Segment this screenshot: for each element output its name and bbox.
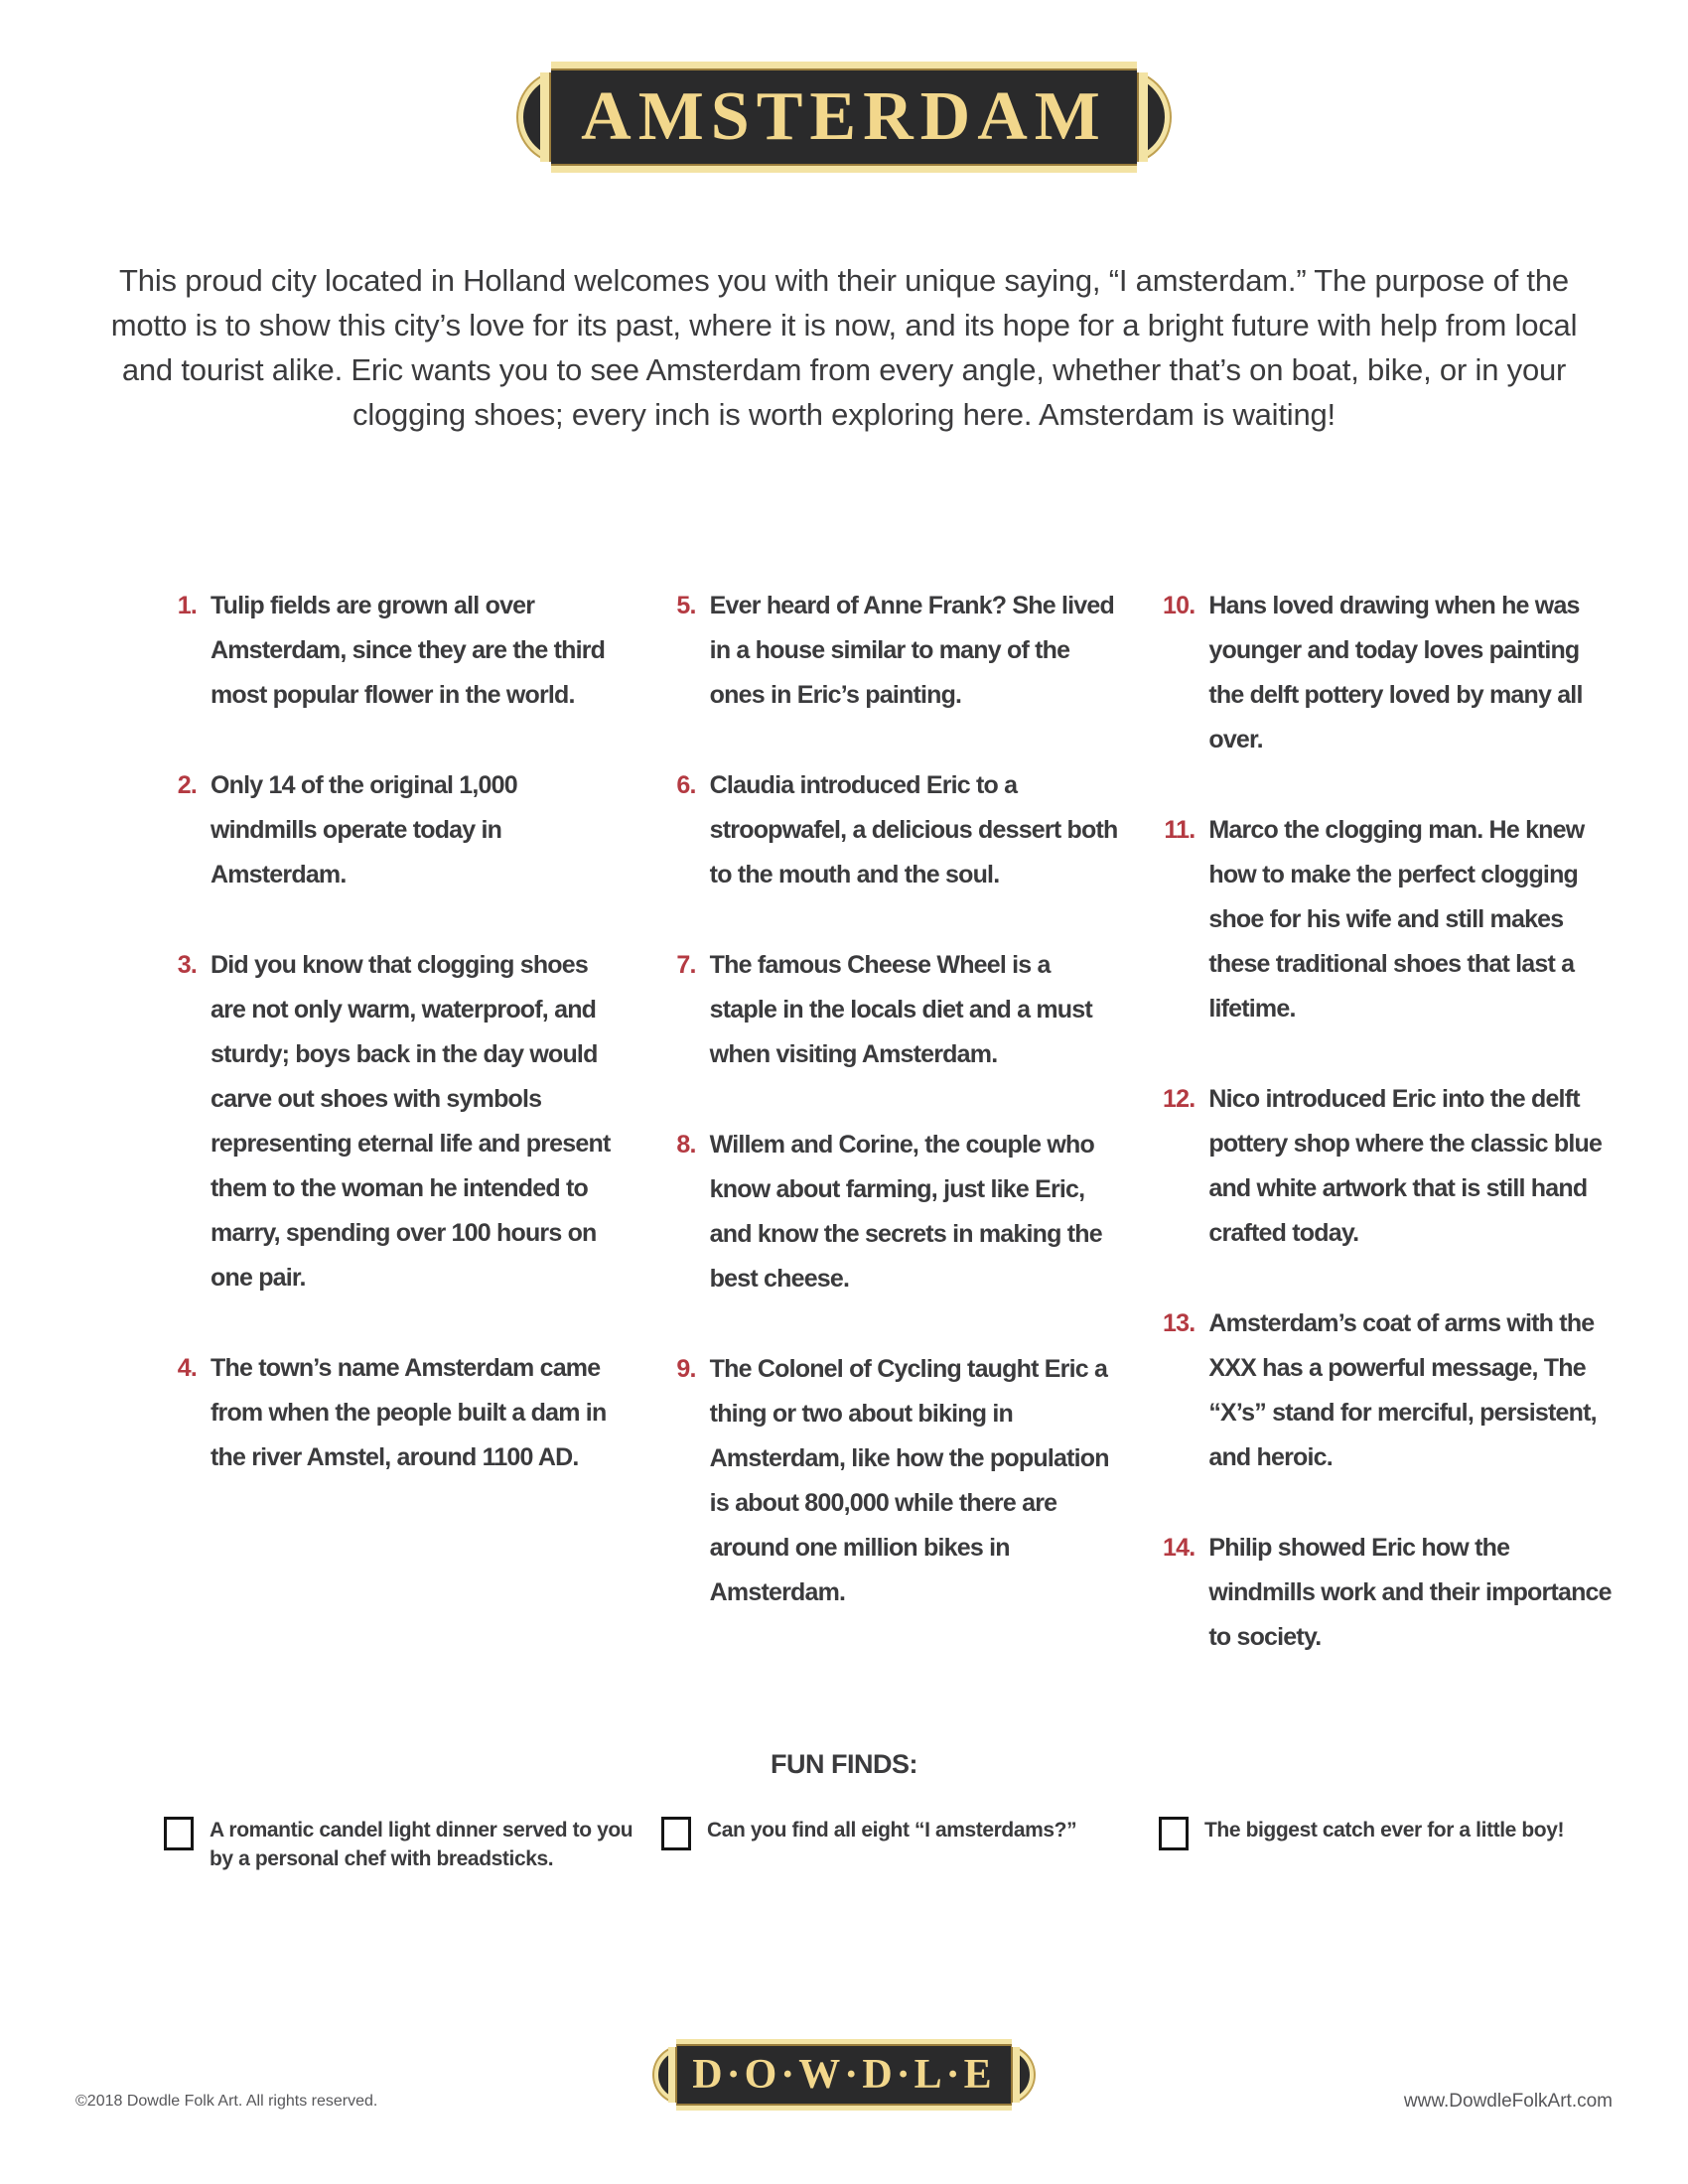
fact-number: 12. <box>1162 1085 1196 1113</box>
fact-text: Philip showed Eric how the windmills work and their importance to society. <box>1208 1534 1612 1651</box>
logo-corner-notch <box>668 2039 676 2047</box>
banner-corner-notch <box>1137 162 1148 173</box>
logo-text: D·O·W·D·L·E <box>692 2052 996 2098</box>
fact-text: Tulip fields are grown all over Amsterdam, since they are the third most popular flower in the world. <box>211 592 606 709</box>
fact-number: 2. <box>177 771 197 799</box>
fun-find-text: The biggest catch ever for a little boy! <box>1204 1819 1565 1842</box>
banner-corner-notch <box>1137 62 1148 72</box>
fact-number: 10. <box>1162 592 1196 619</box>
fact-text: Claudia introduced Eric to a stroopwafel, a delicious dessert both to the mouth and the soul. <box>709 771 1118 888</box>
fact-text: The town’s name Amsterdam came from when the people built a dam in the river Amstel, around 1100 AD. <box>211 1354 607 1471</box>
fact-item-3 <box>149 943 621 1300</box>
intro-paragraph: This proud city located in Holland welcomes you with their unique saying, “I amsterdam.” The purpose of the motto is to show this city’s love for its past, where it is now, and its hope for a bright future with help from local and tourist alike. Eric wants you to see Amsterdam from every angle, whether that’s on boat, bike, or in your clogging shoes; every inch is worth exploring here. Amsterdam is waiting! <box>110 263 1578 432</box>
facts-column-2 <box>648 584 1120 1615</box>
fact-text: The Colonel of Cycling taught Eric a thing or two about biking in Amsterdam, like how the population is about 800,000 while there are around one million bikes in Amsterdam. <box>709 1355 1109 1606</box>
fun-find-checkbox-3[interactable] <box>1159 1817 1189 1850</box>
fact-text: Amsterdam’s coat of arms with the XXX has a powerful message, The “X’s” stand for merciful, persistent, and heroic. <box>1208 1309 1597 1471</box>
fun-find-text: A romantic candel light dinner served to you by a personal chef with breadsticks. <box>210 1819 633 1870</box>
facts-column-3 <box>1147 584 1618 1660</box>
banner-corner-notch <box>540 62 551 72</box>
fact-item-8 <box>648 1123 1120 1301</box>
facts-section <box>0 437 1688 1660</box>
fun-find-checkbox-2[interactable] <box>661 1817 691 1850</box>
fact-number: 9. <box>676 1355 696 1383</box>
fact-text: Did you know that clogging shoes are not only warm, waterproof, and sturdy; boys back in the day would carve out shoes with symbols representing eternal life and present them to the woman he intended to marry, spending over 100 hours on one pair. <box>211 951 611 1292</box>
fact-number: 3. <box>177 951 197 979</box>
fact-text: Hans loved drawing when he was younger and today loves painting the delft pottery loved by many all over. <box>1208 592 1583 753</box>
fact-item-7 <box>648 943 1120 1077</box>
fact-item-5 <box>648 584 1120 718</box>
fact-number: 11. <box>1164 816 1196 844</box>
fun-finds-section <box>0 1749 1688 1873</box>
logo-corner-notch <box>1012 2039 1020 2047</box>
page-title: AMSTERDAM <box>581 78 1107 155</box>
fact-text: Nico introduced Eric into the delft pottery shop where the classic blue and white artwork that is still hand crafted today. <box>1208 1085 1603 1247</box>
fact-text: Marco the clogging man. He knew how to make the perfect clogging shoe for his wife and still makes these traditional shoes that last a lifetime. <box>1208 816 1585 1023</box>
fact-text: The famous Cheese Wheel is a staple in the locals diet and a must when visiting Amsterdam. <box>709 951 1092 1068</box>
logo-plate <box>668 2039 1020 2111</box>
banner-corner-notch <box>540 162 551 173</box>
dowdle-logo <box>668 2039 1020 2111</box>
fact-item-4 <box>149 1346 621 1480</box>
fact-text: Only 14 of the original 1,000 windmills operate today in Amsterdam. <box>211 771 517 888</box>
fact-number: 7. <box>676 951 696 979</box>
copyright-text: ©2018 Dowdle Folk Art. All rights reserved. <box>75 2093 378 2110</box>
fact-number: 8. <box>676 1131 696 1159</box>
fact-item-9 <box>648 1347 1120 1615</box>
logo-corner-notch <box>1012 2103 1020 2111</box>
fun-find-item-2 <box>661 1816 1131 1850</box>
fact-item-2 <box>149 763 621 897</box>
fact-number: 1. <box>177 592 197 619</box>
fact-item-1 <box>149 584 621 718</box>
fun-finds-heading: FUN FINDS: <box>771 1749 917 1779</box>
title-banner <box>540 62 1148 173</box>
fact-number: 4. <box>177 1354 197 1382</box>
fact-number: 13. <box>1162 1309 1196 1337</box>
fact-item-10 <box>1147 584 1618 762</box>
fact-item-14 <box>1147 1526 1618 1660</box>
fact-item-11 <box>1147 808 1618 1031</box>
fact-number: 14. <box>1162 1534 1196 1562</box>
fact-item-6 <box>648 763 1120 897</box>
facts-column-1 <box>149 584 621 1480</box>
website-url: www.DowdleFolkArt.com <box>1403 2091 1613 2112</box>
fact-text: Willem and Corine, the couple who know about farming, just like Eric, and know the secrets in making the best cheese. <box>709 1131 1102 1293</box>
logo-corner-notch <box>668 2103 676 2111</box>
fun-find-checkbox-1[interactable] <box>164 1817 194 1850</box>
fact-number: 5. <box>676 592 696 619</box>
fun-find-item-3 <box>1159 1816 1628 1850</box>
fact-number: 6. <box>676 771 696 799</box>
banner-plate <box>540 62 1148 173</box>
fun-find-text: Can you find all eight “I amsterdams?” <box>707 1819 1077 1842</box>
fun-find-item-1 <box>164 1816 633 1873</box>
fact-item-13 <box>1147 1301 1618 1480</box>
fact-text: Ever heard of Anne Frank? She lived in a house similar to many of the ones in Eric’s painting. <box>709 592 1114 709</box>
fact-item-12 <box>1147 1077 1618 1256</box>
fun-finds-row <box>0 1780 1688 1873</box>
